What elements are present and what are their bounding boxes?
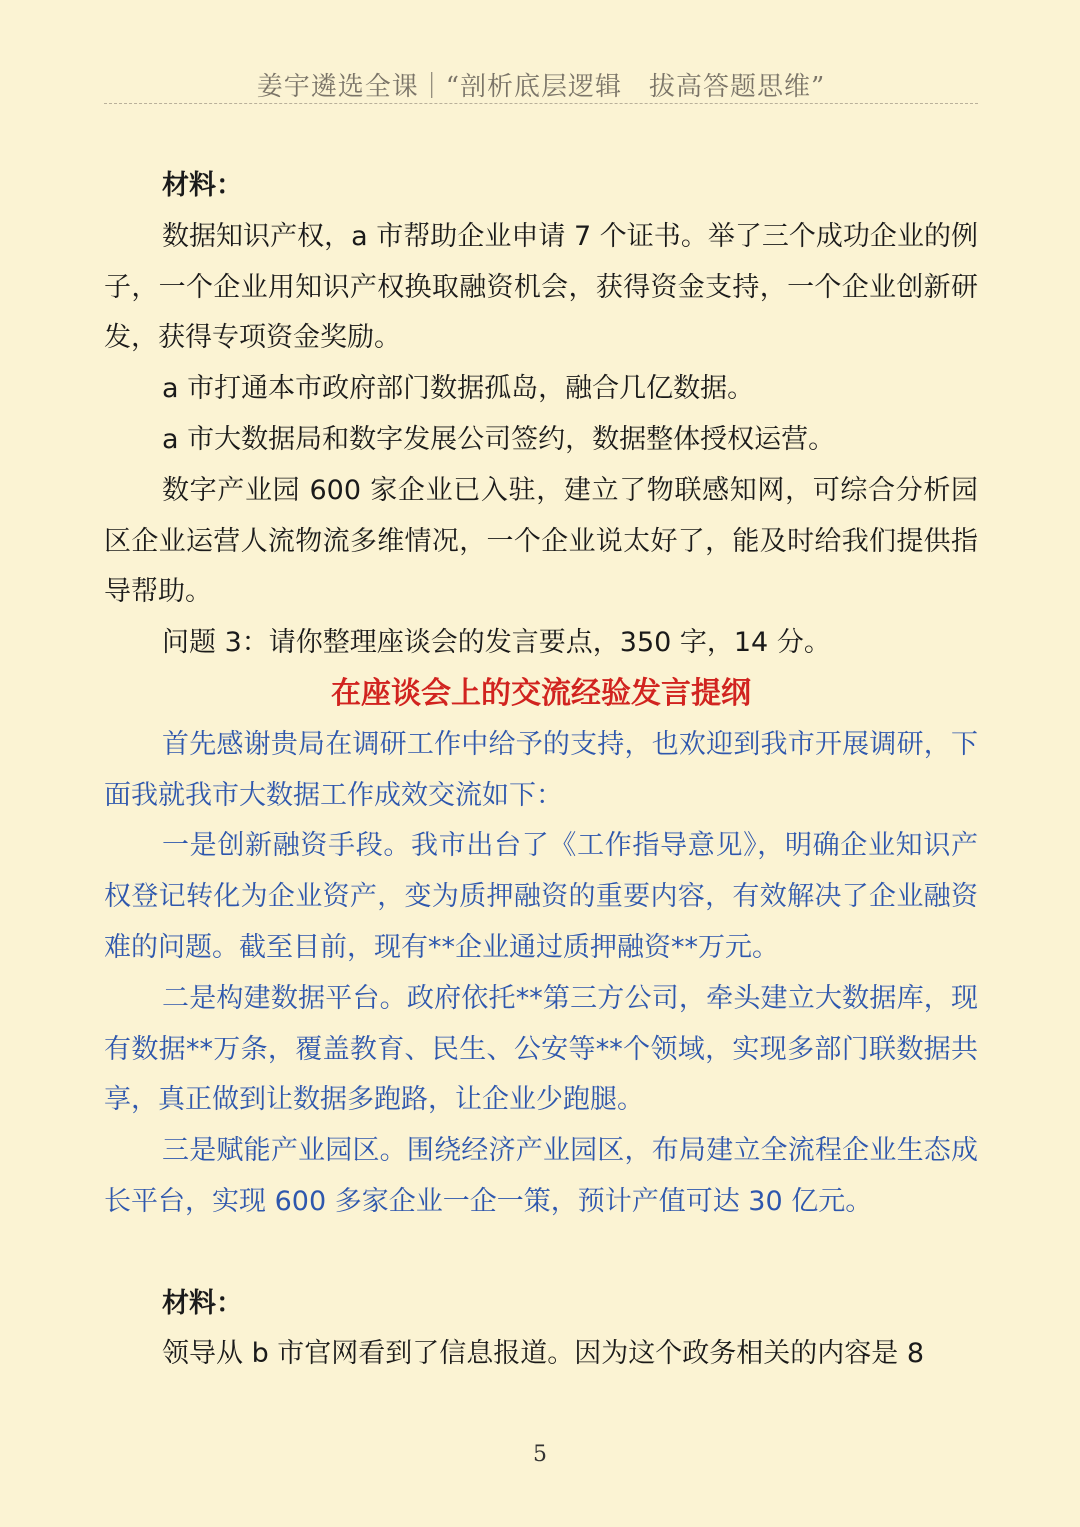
material-paragraph: 数字产业园 600 家企业已入驻，建立了物联感知网，可综合分析园区企业运营人流物流多维情况，一个企业说太好了，能及时给我们提供指导帮助。 <box>104 474 978 608</box>
material-paragraph: a 市大数据局和数字发展公司签约，数据整体授权运营。 <box>162 423 836 455</box>
answer-title: 在座谈会上的交流经验发言提纲 <box>331 675 751 711</box>
answer-paragraph: 一是创新融资手段。我市出台了《工作指导意见》，明确企业知识产权登记转化为企业资产，变为质押融资的重要内容，有效解决了企业融资难的问题。截至目前，现有**企业通过质押融资**万元。 <box>104 830 978 963</box>
question-text: 问题 3：请你整理座谈会的发言要点，350 字，14 分。 <box>162 627 831 659</box>
section-gap <box>104 1228 978 1279</box>
answer-paragraph: 三是赋能产业园区。围绕经济产业园区，布局建立全流程企业生态成长平台，实现 600 多家企业一企一策，预计产值可达 30 亿元。 <box>104 1135 978 1217</box>
document-body <box>104 161 978 1380</box>
material-paragraph: a 市打通本市政府部门数据孤岛，融合几亿数据。 <box>162 373 755 405</box>
header-divider <box>104 103 978 104</box>
page-number: 5 <box>533 1442 547 1467</box>
answer-paragraph: 二是构建数据平台。政府依托**第三方公司，牵头建立大数据库，现有数据**万条，覆盖教育、民生、公安等**个领域，实现多部门联数据共享，真正做到让数据多跑路，让企业少跑腿。 <box>104 982 978 1116</box>
material-paragraph: 领导从 b 市官网看到了信息报道。因为这个政务相关的内容是 8 <box>162 1338 925 1370</box>
answer-paragraph: 首先感谢贵局在调研工作中给予的支持，也欢迎到我市开展调研，下面我就我市大数据工作成效交流如下： <box>104 728 978 811</box>
material-paragraph: 数据知识产权，a 市帮助企业申请 7 个证书。举了三个成功企业的例子，一个企业用知识产权换取融资机会，获得资金支持，一个企业创新研发，获得专项资金奖励。 <box>104 220 978 354</box>
material-label: 材料： <box>162 170 243 201</box>
material-label: 材料： <box>162 1287 243 1319</box>
page-header: 姜宇遴选全课｜“剖析底层逻辑 拔高答题思维” <box>256 72 826 102</box>
